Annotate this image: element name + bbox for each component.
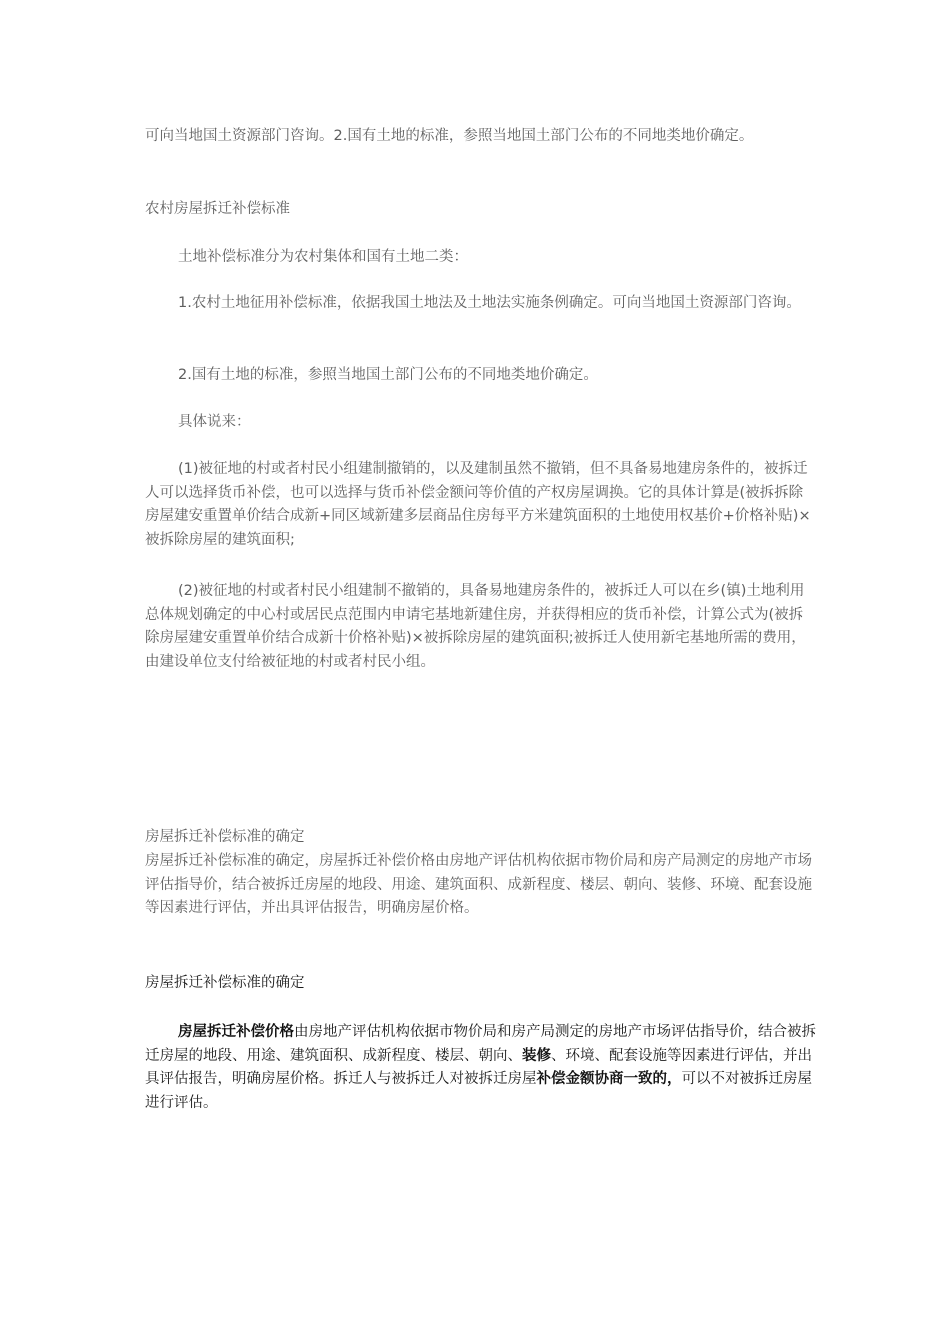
rural-land-paragraph: 1.农村土地征用补偿标准，依据我国土地法及土地法实施条例确定。可向当地国土资源部门咨询。 xyxy=(178,295,801,311)
intro-paragraph: 可向当地国土资源部门咨询。2.国有土地的标准，参照当地国土部门公布的不同地类地价确定。 xyxy=(145,128,754,144)
bold-phrase-compensation-price: 房屋拆迁补偿价格 xyxy=(178,1024,294,1040)
section-heading-determination-repeat: 房屋拆迁补偿标准的确定 xyxy=(145,975,305,991)
bold-phrase-amount-agreed: 补偿金额协商一致的， xyxy=(536,1071,682,1087)
case-two-paragraph: (2)被征地的村或者村民小组建制不撤销的，具备易地建房条件的，被拆迁人可以在乡(镇)土地利用总体规划确定的中心村或居民点范围内申请宅基地新建住房，并获得相应的货币补偿，计算公式为(被拆除房屋建安重置单价结合成新十价格补贴)×被拆除房屋的建筑面积;被拆迁人使用新宅基地所需的费用，由建设单位支付给被征地的村或者村民小组。 xyxy=(145,583,806,670)
section-heading-determination: 房屋拆迁补偿标准的确定 xyxy=(145,829,305,845)
final-text-part-3: 可以不对被拆迁房屋进行评估。 xyxy=(145,1071,812,1111)
case-one-paragraph: (1)被征地的村或者村民小组建制撤销的，以及建制虽然不撤销，但不具备易地建房条件的，被拆迁人可以选择货币补偿，也可以选择与货币补偿金额问等价值的产权房屋调换。它的具体计算是(被拆拆除房屋建安重置单价结合成新+同区域新建多层商品住房每平方米建筑面积的土地使用权基价+价格补贴)×被拆除房屋的建筑面积; xyxy=(145,461,811,548)
determination-paragraph: 房屋拆迁补偿标准的确定，房屋拆迁补偿价格由房地产评估机构依据市物价局和房产局测定的房地产市场评估指导价，结合被拆迁房屋的地段、用途、建筑面积、成新程度、楼层、朝向、装修、环境、配套设施等因素进行评估，并出具评估报告，明确房屋价格。 xyxy=(145,853,812,916)
land-types-paragraph: 土地补偿标准分为农村集体和国有土地二类： xyxy=(178,249,468,265)
bold-phrase-decoration: 装修 xyxy=(522,1047,551,1064)
final-paragraph xyxy=(145,1021,817,1115)
state-land-paragraph: 2.国有土地的标准，参照当地国土部门公布的不同地类地价确定。 xyxy=(178,367,598,383)
final-text-part-2: 、环境、配套设施等因素进行评估，并出具评估报告，明确房屋价格。拆迁人与被拆迁人对被拆迁房屋 xyxy=(145,1047,812,1087)
final-text-part-1: 由房地产评估机构依据市物价局和房产局测定的房地产市场评估指导价，结合被拆迁房屋的地段、用途、建筑面积、成新程度、楼层、朝向、 xyxy=(145,1024,816,1064)
section-heading-rural-compensation: 农村房屋拆迁补偿标准 xyxy=(145,201,290,217)
specifically-paragraph: 具体说来： xyxy=(178,414,251,430)
